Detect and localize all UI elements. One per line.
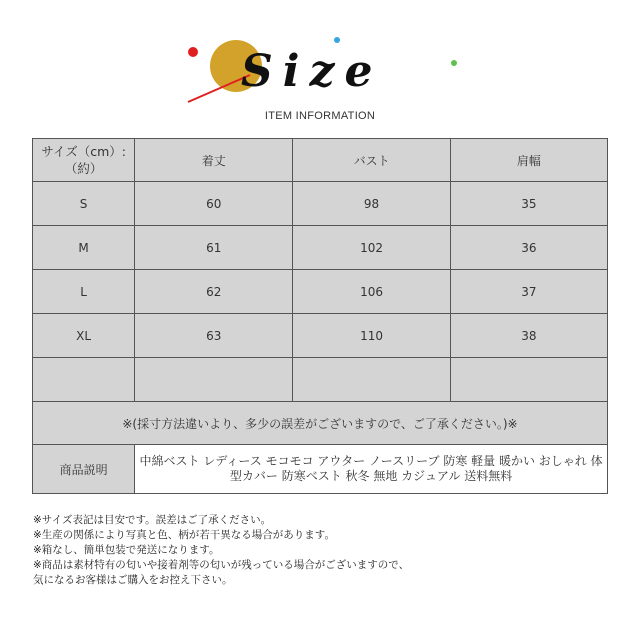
header-size-unit-text: サイズ（cm）: （約） — [41, 144, 126, 176]
bust-cell: 110 — [293, 314, 450, 358]
table-row — [33, 270, 608, 314]
table-row — [33, 182, 608, 226]
bust-cell — [293, 358, 450, 402]
size-cell: M — [33, 226, 135, 270]
size-table — [32, 138, 608, 494]
size-title: Size — [241, 46, 383, 97]
note-line: ※箱なし、簡単包装で発送になります。 — [33, 544, 220, 556]
note-line: ※生産の関係により写真と色、柄が若干異なる場合があります。 — [33, 529, 335, 541]
item-information-label: ITEM INFORMATION — [264, 110, 376, 122]
table-header-row — [33, 139, 608, 182]
size-cell — [33, 358, 135, 402]
measurement-note: ※(採寸方法違いより、多少の誤差がございますので、ご了承ください。)※ — [33, 402, 608, 445]
length-cell — [135, 358, 293, 402]
length-cell: 60 — [135, 182, 293, 226]
size-cell: S — [33, 182, 135, 226]
shoulder-cell: 36 — [450, 226, 607, 270]
length-cell: 63 — [135, 314, 293, 358]
table-row — [33, 314, 608, 358]
note-line: 気になるお客様はご購入をお控え下さい。 — [33, 574, 233, 586]
note-line: ※サイズ表記は目安です。誤差はご了承ください。 — [33, 514, 272, 526]
length-cell: 61 — [135, 226, 293, 270]
bust-cell: 106 — [293, 270, 450, 314]
header-bust: バスト — [293, 139, 450, 182]
bust-cell: 102 — [293, 226, 450, 270]
header-length: 着丈 — [135, 139, 293, 182]
header-size-unit — [33, 139, 135, 182]
shoulder-cell — [450, 358, 607, 402]
table-row — [33, 226, 608, 270]
blue-dot — [334, 37, 340, 43]
size-cell: L — [33, 270, 135, 314]
header — [0, 0, 640, 130]
green-dot — [451, 60, 457, 66]
size-cell: XL — [33, 314, 135, 358]
table-row-empty — [33, 358, 608, 402]
shoulder-cell: 38 — [450, 314, 607, 358]
header-shoulder: 肩幅 — [450, 139, 607, 182]
bust-cell: 98 — [293, 182, 450, 226]
product-description: 中綿ベスト レディース モコモコ アウター ノースリーブ 防寒 軽量 暖かい おしゃれ 体型カバー 防寒ベスト 秋冬 無地 カジュアル 送料無料 — [135, 445, 608, 494]
note-line: ※商品は素材特有の匂いや接着剤等の匂いが残っている場合がございますので、 — [33, 559, 410, 571]
shoulder-cell: 35 — [450, 182, 607, 226]
table-note-row — [33, 402, 608, 445]
product-description-row — [33, 445, 608, 494]
product-label: 商品説明 — [33, 445, 135, 494]
length-cell: 62 — [135, 270, 293, 314]
notes-list — [33, 513, 623, 588]
shoulder-cell: 37 — [450, 270, 607, 314]
red-dot — [188, 47, 198, 57]
